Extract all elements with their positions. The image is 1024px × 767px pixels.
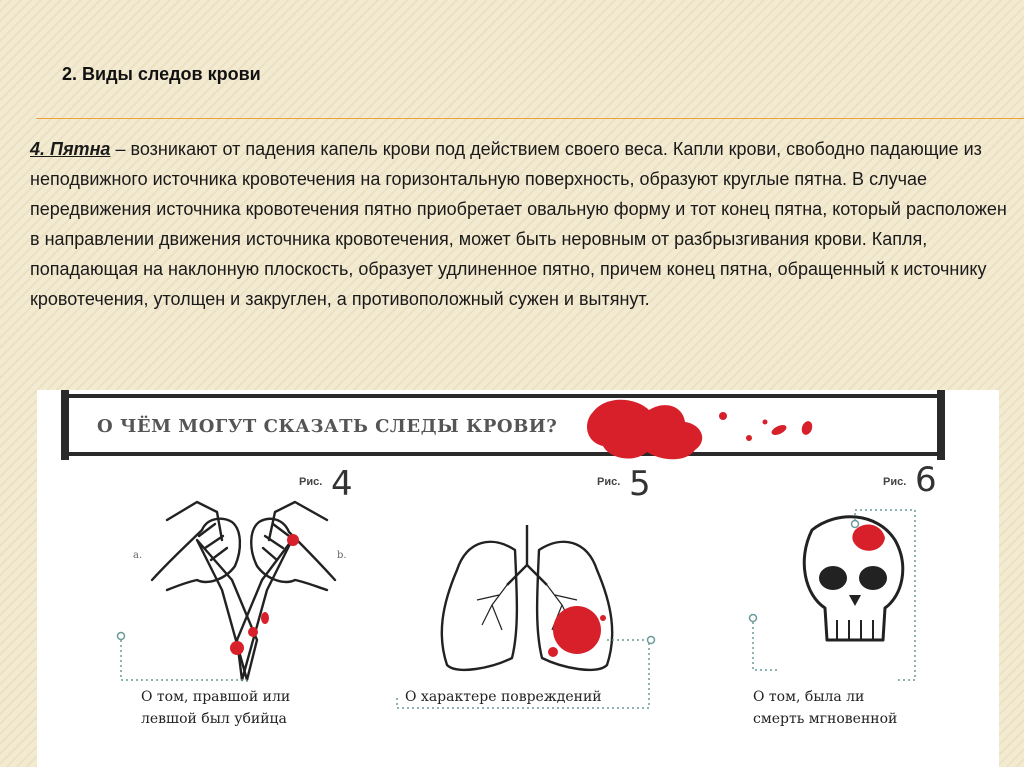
figure-5-number: 5 (629, 464, 651, 504)
figure-4-label: Рис. (299, 476, 323, 488)
figure-4-caption-line-2: левшой был убийца (141, 711, 287, 727)
figure-6-caption (753, 686, 897, 730)
illustration-banner-title: О ЧЁМ МОГУТ СКАЗАТЬ СЛЕДЫ КРОВИ? (97, 416, 558, 437)
slide-title: 2. Виды следов крови (62, 64, 261, 84)
figure-6-number: 6 (915, 460, 937, 500)
figure-6-label: Рис. (883, 476, 907, 488)
figure-5-label: Рис. (597, 476, 621, 488)
figure-4-side-b: b. (337, 550, 347, 561)
title-divider (36, 118, 1024, 119)
figure-5-caption (405, 686, 602, 708)
figure-4-number: 4 (331, 464, 353, 504)
blood-traces-illustration (37, 390, 999, 767)
figure-6-caption-line-1: О том, была ли (753, 689, 865, 705)
figure-6-caption-line-2: смерть мгновенной (753, 711, 898, 727)
figure-5-caption-line-1: О характере повреждений (405, 689, 602, 705)
body-paragraph (30, 134, 1020, 314)
figure-4-side-a: a. (133, 550, 143, 561)
paragraph-text: – возникают от падения капель крови под действием своего веса. Капли крови, свободно падающие из неподвижного источника кровотечения на горизонтальную поверхность, образуют круглые пятна. В случае передвижения источника кровотечения пятно приобретает овальную форму и тот конец пятна, который расположен в направлении движения источника кровотечения, может быть неровным от разбрызгивания крови. Капля, попадающая на наклонную плоскость, образует удлиненное пятно, причем конец пятна, обращенный к источнику кровотечения, утолщен и закруглен, а противоположный сужен и вытянут. (30, 139, 1007, 309)
figure-4-caption (141, 686, 290, 730)
paragraph-term: 4. Пятна (30, 139, 111, 159)
figure-4-caption-line-1: О том, правшой или (141, 689, 291, 705)
